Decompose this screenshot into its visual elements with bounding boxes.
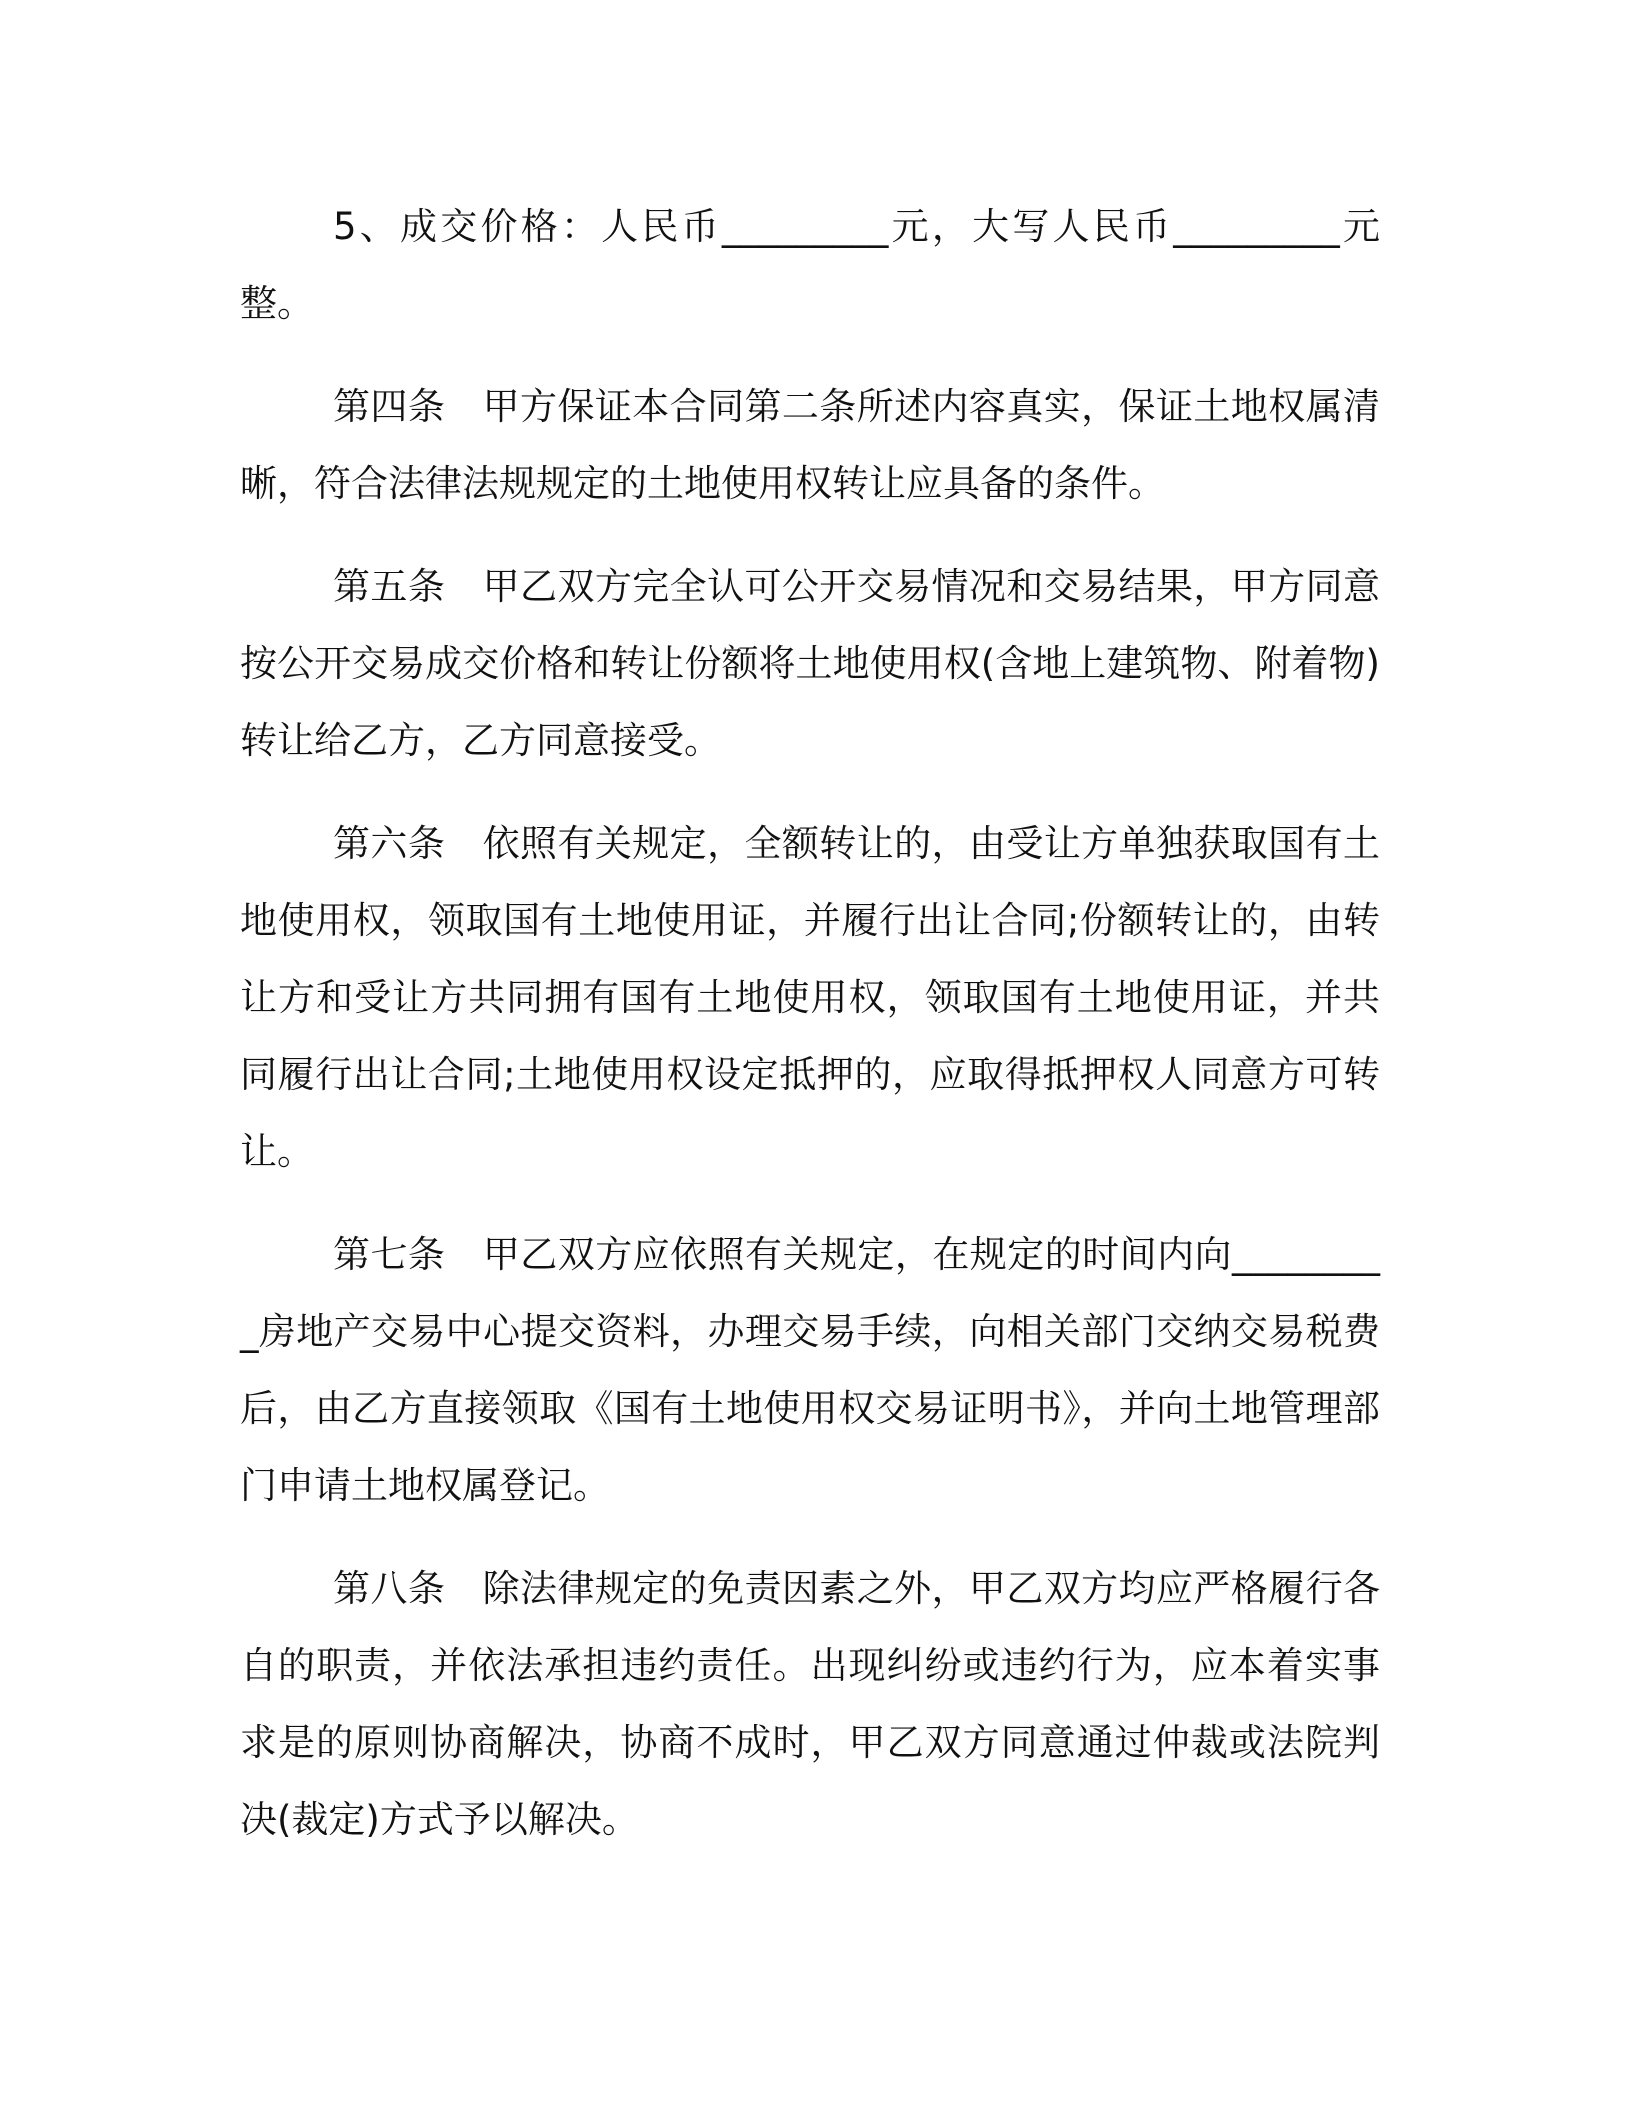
paragraph-article-6: 第六条 依照有关规定，全额转让的，由受让方单独获取国有土地使用权，领取国有土地使用证，并履行出让合同;份额转让的，由转让方和受让方共同拥有国有土地使用权，领取国有土地使用证，并共同履行出让合同;土地使用权设定抵押的，应取得抵押权人同意方可转让。 [240,822,1380,1173]
paragraph-article-7: 第七条 甲乙双方应依照有关规定，在规定的时间内向_________房地产交易中心提交资料，办理交易手续，向相关部门交纳交易税费后，由乙方直接领取《国有土地使用权交易证明书》，并向土地管理部门申请土地权属登记。 [240,1233,1380,1507]
paragraph-article-4: 第四条 甲方保证本合同第二条所述内容真实，保证土地权属清晰，符合法律法规规定的土地使用权转让应具备的条件。 [240,385,1380,505]
paragraph-article-5: 第五条 甲乙双方完全认可公开交易情况和交易结果，甲方同意按公开交易成交价格和转让份额将土地使用权(含地上建筑物、附着物)转让给乙方，乙方同意接受。 [240,565,1380,762]
document-body [240,188,1380,1858]
paragraph-price: 5、成交价格：人民币_________元，大写人民币_________元整。 [240,205,1380,325]
paragraph-article-8: 第八条 除法律规定的免责因素之外，甲乙双方均应严格履行各自的职责，并依法承担违约责任。出现纠纷或违约行为，应本着实事求是的原则协商解决，协商不成时，甲乙双方同意通过仲裁或法院判决(裁定)方式予以解决。 [240,1567,1380,1841]
